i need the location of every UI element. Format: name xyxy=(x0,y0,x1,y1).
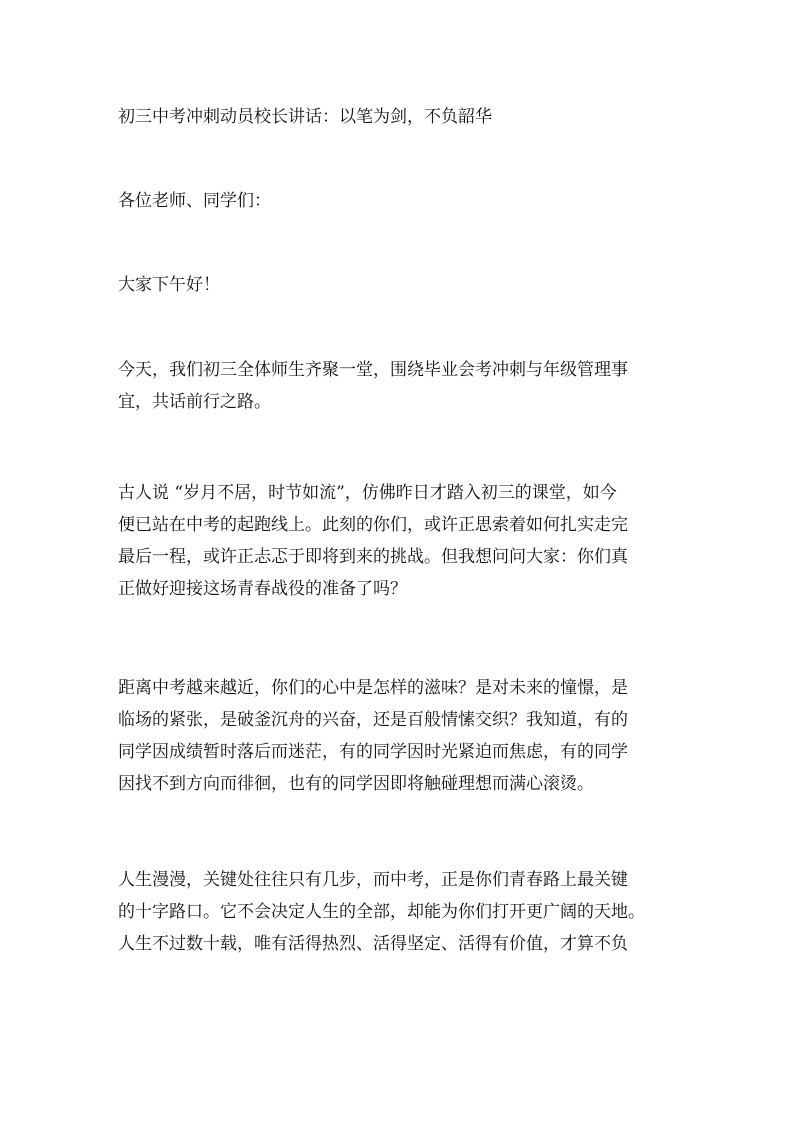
paragraph-line: 因找不到方向而徘徊，也有的同学因即将触碰理想而满心滚烫。 xyxy=(118,774,594,794)
greeting: 大家下午好！ xyxy=(118,275,220,295)
paragraph-line: 人生漫漫，关键处往往只有几步，而中考，正是你们青春路上最关键 xyxy=(118,870,628,890)
paragraph-line: 人生不过数十载，唯有活得热烈、活得坚定、活得有价值，才算不负 xyxy=(118,934,628,954)
paragraph-line: 距离中考越来越近，你们的心中是怎样的滋味？是对未来的憧憬，是 xyxy=(118,678,628,698)
paragraph-line: 古人说 “岁月不居，时节如流”，仿佛昨日才踏入初三的课堂，如今 xyxy=(118,483,617,503)
paragraph-line: 正做好迎接这场青春战役的准备了吗？ xyxy=(118,579,407,599)
paragraph-line: 宜，共话前行之路。 xyxy=(118,392,271,412)
paragraph-line: 便已站在中考的起跑线上。此刻的你们，或许正思索着如何扎实走完 xyxy=(118,515,628,535)
paragraph-line: 的十字路口。它不会决定人生的全部，却能为你们打开更广阔的天地。 xyxy=(118,902,645,922)
paragraph-line: 最后一程，或许正忐忑于即将到来的挑战。但我想问问大家：你们真 xyxy=(118,547,628,567)
paragraph-line: 同学因成绩暂时落后而迷茫，有的同学因时光紧迫而焦虑，有的同学 xyxy=(118,742,628,762)
paragraph-line: 今天，我们初三全体师生齐聚一堂，围绕毕业会考冲刺与年级管理事 xyxy=(118,360,628,380)
document-title: 初三中考冲刺动员校长讲话：以笔为剑，不负韶华 xyxy=(118,107,492,127)
paragraph-line: 临场的紧张，是破釜沉舟的兴奋，还是百般情愫交织？我知道，有的 xyxy=(118,710,628,730)
salutation: 各位老师、同学们： xyxy=(118,191,271,211)
